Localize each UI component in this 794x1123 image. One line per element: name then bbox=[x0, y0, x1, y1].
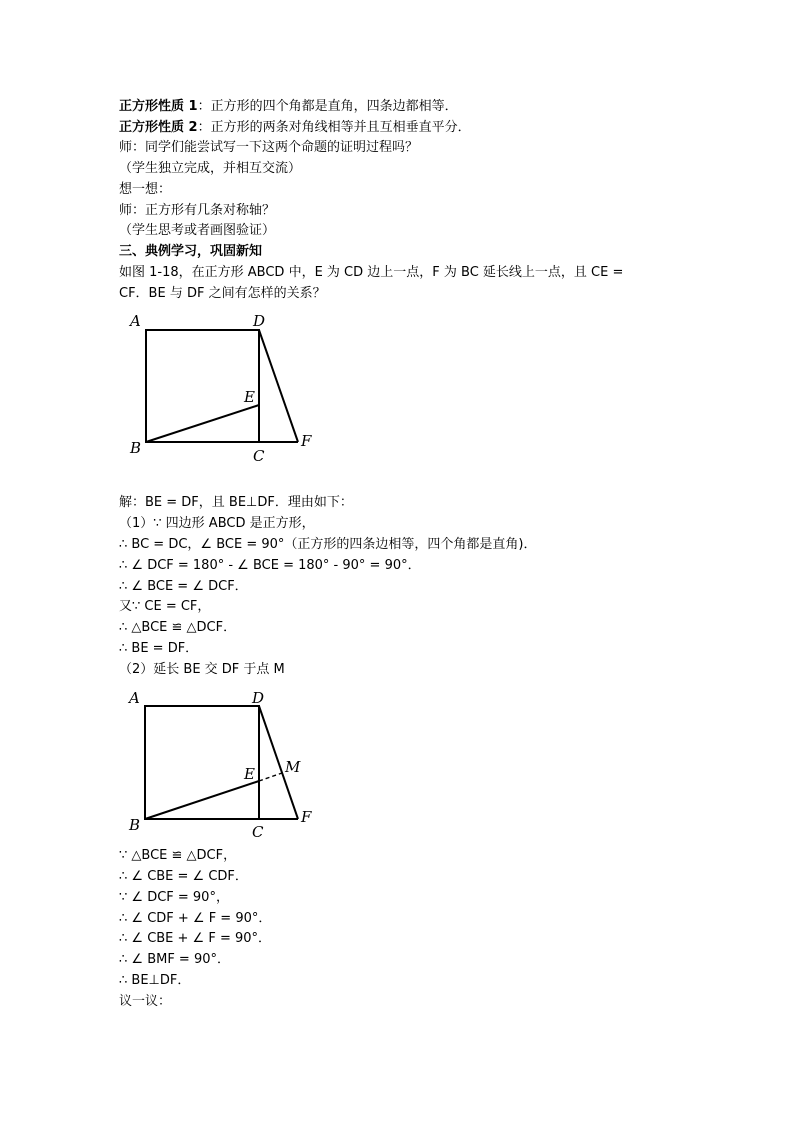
label-m: M bbox=[285, 758, 301, 776]
proof-line: ∵ △BCE ≌ △DCF， bbox=[119, 848, 237, 863]
proof-line: ∴ BC = DC，∠ BCE = 90°（正方形的四条边相等，四个角都是直角)． bbox=[119, 537, 537, 552]
proof-line: ∴ ∠ CDF + ∠ F = 90°． bbox=[119, 911, 272, 926]
label-a: A bbox=[129, 689, 140, 707]
segment-df bbox=[259, 330, 298, 442]
proof-line: （2）延长 BE 交 DF 于点 M bbox=[119, 662, 285, 677]
proof-line: ∴ ∠ BCE = ∠ DCF． bbox=[119, 579, 248, 594]
label-f: F bbox=[301, 432, 312, 450]
proof-line: 议一议： bbox=[119, 994, 172, 1009]
segment-be bbox=[145, 781, 259, 819]
square-abcd bbox=[145, 706, 259, 819]
text-line: 正方形性质 2：正方形的两条对角线相等并且互相垂直平分． bbox=[119, 120, 471, 135]
proof-line: ∴ ∠ DCF = 180° - ∠ BCE = 180° - 90° = 90°． bbox=[119, 558, 421, 573]
section-heading: 三、典例学习，巩固新知 bbox=[119, 244, 263, 259]
label-d: D bbox=[253, 312, 266, 330]
label-c: C bbox=[252, 823, 264, 841]
proof-line: 又∵ CE = CF， bbox=[119, 599, 211, 614]
text-line: 师：正方形有几条对称轴？ bbox=[119, 203, 276, 218]
label-e: E bbox=[244, 388, 255, 406]
label-a: A bbox=[130, 312, 141, 330]
label-b: B bbox=[130, 439, 142, 457]
text-line: （学生独立完成，并相互交流） bbox=[119, 161, 302, 176]
text-line: 想一想： bbox=[119, 182, 172, 197]
problem-text: 如图 1-18，在正方形 ABCD 中，E 为 CD 边上一点，F 为 BC 延长线上一点，且 CE = bbox=[119, 265, 624, 280]
segment-em-dashed bbox=[259, 773, 282, 781]
text-line: 师：同学们能尝试写一下这两个命题的证明过程吗？ bbox=[119, 140, 419, 155]
geometry-figure-2 bbox=[118, 684, 338, 844]
label-c: C bbox=[253, 447, 265, 465]
text-line: （学生思考或者画图验证） bbox=[119, 223, 276, 238]
problem-text: CF．BE 与 DF 之间有怎样的关系？ bbox=[119, 286, 326, 301]
label-d: D bbox=[252, 689, 265, 707]
proof-line: ∴ BE⊥DF． bbox=[119, 973, 191, 988]
proof-line: ∴ BE = DF． bbox=[119, 641, 199, 656]
square-abcd bbox=[146, 330, 259, 442]
label-b: B bbox=[129, 816, 141, 834]
text-line: 正方形性质 1：正方形的四个角都是直角，四条边都相等． bbox=[119, 99, 458, 114]
proof-line: ∴ ∠ CBE + ∠ F = 90°． bbox=[119, 931, 272, 946]
proof-line: ∴ △BCE ≌ △DCF． bbox=[119, 620, 237, 635]
segment-be bbox=[146, 405, 259, 442]
label-e: E bbox=[244, 765, 255, 783]
proof-line: ∴ ∠ CBE = ∠ CDF． bbox=[119, 869, 248, 884]
proof-line: （1）∵ 四边形 ABCD 是正方形， bbox=[119, 516, 315, 531]
proof-line: 解：BE = DF，且 BE⊥DF．理由如下： bbox=[119, 495, 353, 510]
geometry-figure-1 bbox=[118, 306, 338, 466]
proof-line: ∴ ∠ BMF = 90°． bbox=[119, 952, 231, 967]
label-f: F bbox=[301, 808, 312, 826]
proof-line: ∵ ∠ DCF = 90°， bbox=[119, 890, 229, 905]
